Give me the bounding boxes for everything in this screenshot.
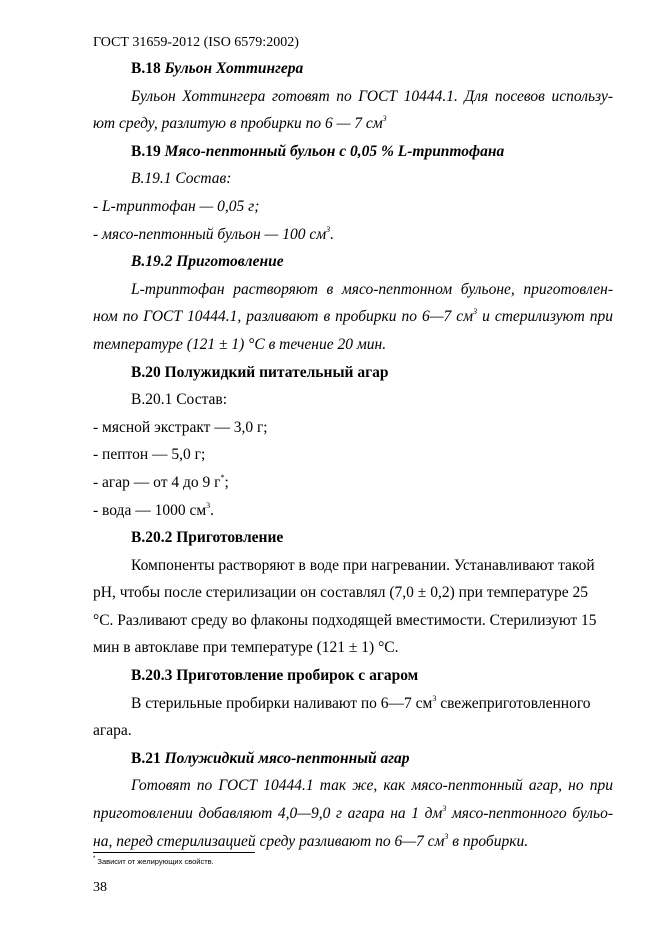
text-run: В стерильные пробирки наливают по 6—7 см bbox=[131, 694, 433, 712]
paragraph-line: °С. Разливают среду во флаконы подходящей вместимости. Стерилизуют 15 bbox=[93, 611, 597, 629]
superscript: 3 bbox=[473, 307, 478, 317]
text-run: ; bbox=[224, 473, 229, 491]
list-item bbox=[93, 221, 613, 249]
subsection-heading: В.20.2 Приготовление bbox=[131, 529, 284, 547]
section-b20-heading: В.20 Полужидкий питательный агар bbox=[131, 363, 389, 381]
section-b18-heading bbox=[93, 55, 613, 83]
paragraph-line bbox=[93, 110, 613, 138]
list-item: - пептон — 5,0 г; bbox=[93, 446, 206, 464]
superscript: 3 bbox=[206, 500, 211, 510]
footnote-marker: * bbox=[220, 472, 225, 482]
paragraph-line: L-триптофан растворяют в мясо-пептонном бульоне, приготовлен- bbox=[131, 280, 613, 298]
document-header: ГОСТ 31659-2012 (ISO 6579:2002) bbox=[93, 35, 299, 50]
subsection-heading: В.20.3 Приготовление пробирок с агаром bbox=[131, 667, 419, 685]
section-b21-heading bbox=[93, 745, 613, 773]
text-run: - агар — от 4 до 9 г bbox=[93, 473, 221, 491]
composition-label: В.20.1 Состав: bbox=[131, 391, 228, 409]
footnote-marker: * bbox=[93, 856, 96, 862]
paragraph-line: мин в автоклаве при температуре (121 ± 1) °С. bbox=[93, 639, 399, 657]
list-item bbox=[93, 469, 613, 497]
text-run: приготовлении добавляют 4,0—9,0 г агара на 1 дм bbox=[93, 805, 443, 823]
paragraph-line bbox=[93, 800, 613, 828]
section-number: В.19 bbox=[131, 142, 161, 160]
text-run: свежеприготовленного bbox=[436, 694, 591, 712]
superscript: 3 bbox=[326, 224, 331, 234]
paragraph-line: рН, чтобы после стерилизации он составлял (7,0 ± 0,2) при температуре 25 bbox=[93, 584, 589, 602]
section-title: Бульон Хоттингера bbox=[164, 60, 304, 77]
section-b19-heading bbox=[93, 138, 613, 166]
paragraph-line bbox=[93, 690, 613, 718]
superscript: 3 bbox=[382, 114, 387, 124]
text-run: ют среду, разлитую в пробирки по 6 — 7 см bbox=[93, 115, 383, 133]
superscript: 3 bbox=[432, 693, 437, 703]
text-run: . bbox=[210, 501, 215, 519]
text-run: и стерилизуют при bbox=[477, 308, 613, 326]
page-number: 38 bbox=[93, 880, 107, 895]
text-run: - вода — 1000 см bbox=[93, 501, 207, 519]
text-run: мясо-пептонного бульо- bbox=[446, 805, 613, 823]
list-item bbox=[93, 497, 613, 525]
section-number: В.18 bbox=[131, 60, 161, 77]
text-run: в пробирки. bbox=[448, 832, 529, 850]
list-item: - мясной экстракт — 3,0 г; bbox=[93, 418, 268, 436]
paragraph-line: агара. bbox=[93, 722, 132, 740]
text-run: ном по ГОСТ 10444.1, разливают в пробирки по 6—7 см bbox=[93, 308, 474, 326]
composition-label: В.19.1 Состав: bbox=[131, 170, 232, 188]
text-run: на, перед стерилизацией среду разливают по 6—7 см bbox=[93, 832, 445, 850]
paragraph-line: Бульон Хоттингера готовят по ГОСТ 10444.1. Для посевов использу- bbox=[131, 87, 613, 105]
document-body bbox=[93, 55, 613, 855]
paragraph-line: Компоненты растворяют в воде при нагревании. Устанавливают такой bbox=[131, 556, 595, 574]
text-run: - мясо-пептонный бульон — 100 см bbox=[93, 225, 327, 243]
paragraph-line bbox=[93, 303, 613, 331]
section-title: Мясо-пептонный бульон с 0,05 % L-триптофана bbox=[164, 142, 505, 160]
paragraph-line: Готовят по ГОСТ 10444.1 так же, как мясо-пептонный агар, но при bbox=[131, 777, 613, 795]
section-title: Полужидкий мясо-пептонный агар bbox=[164, 749, 410, 767]
footnote-text: Зависит от желирующих свойств. bbox=[95, 857, 214, 866]
footnote-divider bbox=[93, 852, 255, 853]
paragraph-line: температуре (121 ± 1) °С в течение 20 мин. bbox=[93, 335, 387, 353]
superscript: 3 bbox=[444, 831, 449, 841]
footnote bbox=[93, 857, 214, 866]
text-run: . bbox=[330, 225, 334, 243]
section-number: В.21 bbox=[131, 749, 161, 767]
list-item: - L-триптофан — 0,05 г; bbox=[93, 197, 260, 215]
subsection-heading: В.19.2 Приготовление bbox=[131, 253, 284, 271]
superscript: 3 bbox=[442, 804, 447, 814]
